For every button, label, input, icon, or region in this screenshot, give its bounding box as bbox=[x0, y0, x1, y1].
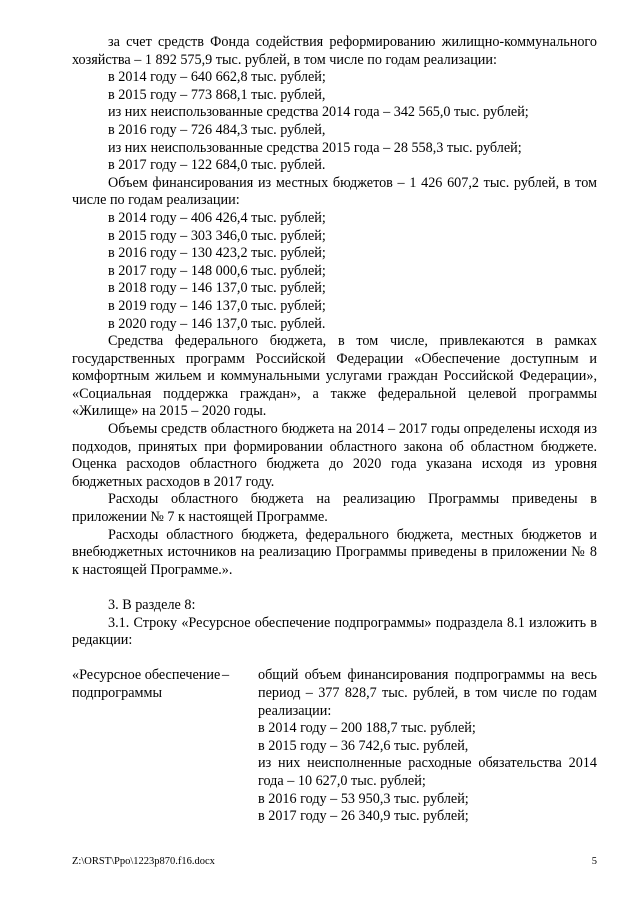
local-line: в 2020 году – 146 137,0 тыс. рублей. bbox=[108, 315, 326, 332]
resource-value bbox=[258, 667, 597, 825]
document-body bbox=[72, 34, 597, 826]
fund-line: в 2016 году – 726 484,3 тыс. рублей, bbox=[108, 121, 326, 138]
paragraph-federal: Средства федерального бюджета, в том числе, привлекаются в рамках государственных программ Российской Федерации «Обеспечение доступным и комфортным жильем и коммунальными услугами граждан Российской Федерации», «Социальная поддержка граждан», а также федеральной целевой программы «Жилище» на 2015 – 2020 годы. bbox=[72, 333, 597, 420]
local-line: в 2016 году – 130 423,2 тыс. рублей; bbox=[108, 245, 326, 262]
resource-line: в 2016 году – 53 950,3 тыс. рублей; bbox=[258, 790, 469, 807]
resource-dash: – bbox=[222, 667, 230, 684]
resource-row bbox=[72, 667, 597, 825]
local-line: в 2017 году – 148 000,6 тыс. рублей; bbox=[108, 262, 326, 279]
resource-note: из них неисполненные расходные обязательства 2014 года – 10 627,0 тыс. рублей; bbox=[258, 755, 597, 789]
footer-file-path: Z:\ORST\Ppo\1223p870.f16.docx bbox=[72, 856, 215, 867]
fund-line: из них неиспользованные средства 2014 года – 342 565,0 тыс. рублей; bbox=[108, 104, 529, 121]
paragraph-regional: Объемы средств областного бюджета на 2014 – 2017 годы определены исходя из подходов, принятых при формировании областного закона об областном бюджете. Оценка расходов областного бюджета до 2020 года указана исходя из уровня бюджетных расходов в 2017 году. bbox=[72, 421, 597, 490]
resource-intro: общий объем финансирования подпрограммы на весь период – 377 828,7 тыс. рублей, в том числе по годам реализации: bbox=[258, 667, 597, 719]
resource-line: в 2014 году – 200 188,7 тыс. рублей; bbox=[258, 720, 476, 737]
section-heading: 3. В разделе 8: bbox=[108, 597, 196, 613]
page-number: 5 bbox=[591, 856, 597, 867]
paragraph-appendix-8: Расходы областного бюджета, федерального бюджета, местных бюджетов и внебюджетных источников на реализацию Программы приведены в приложении № 8 к настоящей Программе.». bbox=[72, 526, 597, 578]
resource-line: в 2015 году – 36 742,6 тыс. рублей, bbox=[258, 737, 469, 754]
resource-line: в 2017 году – 26 340,9 тыс. рублей; bbox=[258, 808, 469, 825]
paragraph-appendix-7: Расходы областного бюджета на реализацию Программы приведены в приложении № 7 к настоящей Программе. bbox=[72, 491, 597, 526]
local-line: в 2015 году – 303 346,0 тыс. рублей; bbox=[108, 227, 326, 244]
page-footer bbox=[72, 856, 597, 868]
local-line: в 2014 году – 406 426,4 тыс. рублей; bbox=[108, 209, 326, 226]
item-text: 3.1. Строку «Ресурсное обеспечение подпрограммы» подраздела 8.1 изложить в редакции: bbox=[72, 614, 597, 649]
fund-line: в 2015 году – 773 868,1 тыс. рублей, bbox=[108, 86, 326, 103]
local-line: в 2018 году – 146 137,0 тыс. рублей; bbox=[108, 280, 326, 297]
paragraph-fund: за счет средств Фонда содействия реформированию жилищно-коммунального хозяйства – 1 892 575,9 тыс. рублей, в том числе по годам реализации: bbox=[72, 34, 597, 68]
paragraph-local-budgets: Объем финансирования из местных бюджетов – 1 426 607,2 тыс. рублей, в том числе по годам реализации: bbox=[72, 174, 597, 209]
fund-line: в 2017 году – 122 684,0 тыс. рублей. bbox=[108, 157, 326, 174]
fund-line: из них неиспользованные средства 2015 года – 28 558,3 тыс. рублей; bbox=[108, 139, 522, 156]
resource-label: «Ресурсное обеспечение подпрограммы bbox=[72, 667, 221, 701]
local-line: в 2019 году – 146 137,0 тыс. рублей; bbox=[108, 297, 326, 314]
fund-line: в 2014 году – 640 662,8 тыс. рублей; bbox=[108, 69, 326, 86]
